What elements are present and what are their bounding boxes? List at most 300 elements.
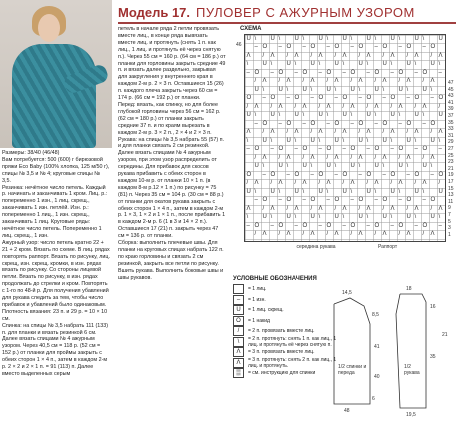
chart-stitch-symbol: \ [254,35,257,42]
chart-stitch-symbol: Λ [278,103,283,110]
chart-stitch-symbol: \ [342,214,345,220]
chart-stitch-symbol: \ [374,188,377,195]
chart-stitch-symbol: U [310,61,315,67]
chart-stitch-symbol: U [422,163,427,169]
chart-stitch-symbol: / [398,231,401,237]
chart-stitch-symbol: O [414,171,420,178]
chart-stitch-symbol: / [326,154,329,161]
row-number: 39 [448,106,454,113]
chart-stitch-symbol: – [390,222,394,229]
chart-stitch-symbol: \ [318,61,321,67]
chart-stitch-symbol: – [342,222,346,229]
chart-stitch-symbol: \ [270,61,273,67]
chart-stitch-symbol: / [310,52,313,59]
chart-stitch-symbol: – [382,95,386,101]
chart-stitch-symbol: Λ [294,205,299,212]
chart-stitch-symbol: Λ [358,231,363,237]
chart-stitch-symbol: U [318,112,323,118]
chart-stitch-symbol: – [246,146,250,152]
row-number: 35 [448,119,454,126]
chart-stitch-symbol: – [414,69,418,76]
chart-stitch-symbol: \ [262,163,265,169]
chart-stitch-symbol: Λ [398,103,403,110]
chart-stitch-symbol: Λ [326,103,331,110]
chart-stitch-symbol: \ [438,61,441,67]
chart-stitch-symbol: / [278,78,281,84]
chart-stitch-symbol: O [262,197,268,203]
chart-stitch-symbol: U [326,86,331,93]
chart-stitch-symbol: U [302,163,307,169]
chart-stitch-symbol: – [398,120,402,127]
row-number: 11 [448,198,454,205]
chart-stitch-symbol: Λ [318,205,323,212]
chart-stitch-symbol: U [310,137,315,144]
dim-label: 40 [374,374,380,380]
chart-stitch-symbol: U [254,86,259,93]
chart-stitch-symbol: O [398,146,404,152]
chart-stitch-symbol: \ [366,61,369,67]
chart-stitch-symbol: / [382,52,385,59]
chart-stitch-symbol: Λ [382,231,387,237]
chart-stitch-symbol: \ [414,137,417,144]
chart-stitch-symbol: \ [390,61,393,67]
chart-stitch-symbol: \ [406,86,409,93]
chart-stitch-symbol: U [294,35,299,42]
chart-stitch-symbol: Λ [430,154,435,161]
chart-stitch-symbol: / [374,231,377,237]
chart-stitch-symbol: / [358,52,361,59]
chart-stitch-symbol: O [246,171,252,178]
chart-stitch-symbol: / [406,129,409,135]
chart-stitch-symbol: / [310,205,313,212]
chart-stitch-symbol: Λ [302,103,307,110]
chart-stitch-symbol: Λ [350,103,355,110]
chart-stitch-symbol: O [398,222,404,229]
chart-stitch-symbol: U [350,86,355,93]
chart-stitch-symbol: – [406,171,410,178]
chart-stitch-symbol: O [246,95,252,101]
chart-stitch-symbol: O [254,222,260,229]
chart-stitch-symbol: \ [254,112,257,118]
chart-stitch-symbol: – [366,222,370,229]
chart-stitch-symbol: O [366,171,372,178]
chart-stitch-symbol: / [358,129,361,135]
chart-stitch-symbol: U [438,112,443,118]
chart-stitch-symbol: Λ [294,52,299,59]
chart-stitch-symbol: U [406,61,411,67]
chart-stitch-symbol: O [358,120,364,127]
chart-stitch-symbol: Λ [318,129,323,135]
row-number: 5 [448,218,451,225]
chart-stitch-symbol: / [294,180,297,186]
row-number: 45 [448,86,454,93]
chart-stitch-symbol: Λ [246,129,251,135]
chart-stitch-symbol: \ [342,61,345,67]
chart-stitch-symbol: O [286,197,292,203]
chart-stitch-symbol: / [390,103,393,110]
chart-stitch-symbol: O [278,146,284,152]
chart-stitch-symbol: U [286,137,291,144]
chart-stitch-symbol: – [294,146,298,152]
chart-stitch-symbol: / [430,52,433,59]
chart-stitch-symbol: – [318,146,322,152]
chart-stitch-symbol: – [302,44,306,50]
chart-stitch-symbol: Λ [286,78,291,84]
row-number: 21 [448,165,454,172]
chart-stitch-symbol: Λ [254,180,259,186]
chart-stitch-symbol: Λ [342,52,347,59]
chart-stitch-symbol: Λ [406,78,411,84]
chart-stitch-symbol: / [302,78,305,84]
chart-stitch-symbol: \ [270,137,273,144]
chart-stitch-symbol: U [382,214,387,220]
chart-stitch-symbol: – [374,120,378,127]
chart-stitch-symbol: O [334,120,340,127]
chart-stitch-symbol: O [382,44,388,50]
chart-stitch-symbol: U [422,86,427,93]
row-number: 33 [448,126,454,133]
paragraph: Плотность вязания: 23 п. и 29 р. = 10 × 10 см. [2,308,108,322]
chart-stitch-symbol: / [366,180,369,186]
chart-stitch-symbol: Λ [390,129,395,135]
chart-stitch-symbol: U [262,61,267,67]
chart-stitch-symbol: \ [390,137,393,144]
dim-label: 1/2 рукава [404,364,420,376]
chart-stitch-symbol: \ [302,188,305,195]
chart-stitch-symbol: / [334,52,337,59]
chart-stitch-symbol: / [414,180,417,186]
legend-symbol: Λ [233,347,244,357]
chart-stitch-symbol: – [294,69,298,76]
chart-stitch-symbol: Λ [382,78,387,84]
instructions-column-2 [118,26,226,282]
chart-stitch-symbol: O [390,171,396,178]
paragraph: петель в начале ряда 2 петли провязать вместе лиц., в конце ряда вывязать вместе лиц. и протянуть (снять 1 п. как лиц., 1 лиц. и протянуть её через снятую п.). Через 55 см = 160 р. (64 см = 186 р.) от планки для горловины закрыть средние 49 п. и вязать далее раздельно, закрывая для закругления у внутреннего края в каждом 2-м р. 2 × 3 п. Оставшиеся 15 (26) п. каждого плеча закрыть через 60 см = 174 р. (66 см = 192 р.) от планки. [118,26,226,102]
chart-stitch-symbol: Λ [334,231,339,237]
paragraph: Резинка: нечётное число петель. Каждый р. начинать и заканчивать 1 кром. Лиц. р.: попеременно 1 изн., 1 лиц. скрещ., заканчивать 1 изн. петлёй. Изн. р.: попеременно 1 лиц., 1 изн. скрещ., заканчивать 1 лиц. Круговые ряды: нечётное число петель. Попеременно 1 лиц. скрещ., 1 изн. [2,184,108,239]
chart-stitch-symbol: Λ [414,52,419,59]
chart-stitch-symbol: / [398,78,401,84]
legend-symbol: U [233,305,244,315]
chart-stitch-symbol: U [430,137,435,144]
chart-stitch-symbol: / [422,231,425,237]
chart-stitch-symbol: U [318,35,323,42]
legend [233,284,343,379]
chart-stitch-symbol: / [246,103,249,110]
chart-stitch-symbol: U [286,61,291,67]
legend-text: = 3 п. провязать вместе лиц. [248,349,315,356]
chart-stitch-symbol: Λ [270,129,275,135]
chart-stitch-symbol: O [374,69,380,76]
chart-stitch-symbol: O [390,95,396,101]
chart-stitch-symbol: O [334,197,340,203]
row-number: 19 [448,172,454,179]
chart-stitch-symbol: O [350,69,356,76]
chart-stitch-symbol: / [326,78,329,84]
chart-stitch-symbol: – [310,171,314,178]
chart-stitch-symbol: U [414,188,419,195]
chart-stitch-symbol: O [334,44,340,50]
chart-stitch-symbol: U [430,61,435,67]
chart-stitch-symbol: \ [350,112,353,118]
chart-stitch-symbol: Λ [326,180,331,186]
chart-stitch-symbol: – [422,197,426,203]
chart-stitch-symbol: Λ [294,129,299,135]
chart-stitch-symbol: Λ [430,78,435,84]
chart-stitch-symbol: – [358,95,362,101]
chart-stitch-symbol: Λ [422,180,427,186]
chart-stitch-symbol: O [422,69,428,76]
chart-stitch-symbol: U [334,214,339,220]
legend-text: = 1 накид [248,317,270,324]
row-number: 31 [448,132,454,139]
chart-stitch-symbol: \ [278,188,281,195]
chart-stitch-symbol: O [326,146,332,152]
chart-stitch-symbol: O [406,197,412,203]
legend-symbol [233,284,244,294]
chart-stitch-symbol: \ [422,188,425,195]
chart-stitch-symbol: O [318,95,324,101]
row-number: 43 [448,93,454,100]
chart-stitch-symbol: \ [310,86,313,93]
chart-stitch-symbol: Λ [342,205,347,212]
chart-stitch-symbol: \ [382,86,385,93]
chart-stitch-symbol: U [374,86,379,93]
chart-stitch-symbol: Λ [246,205,251,212]
row-number: 13 [448,192,454,199]
chart-stitch-symbol: / [262,52,265,59]
chart-stitch-symbol: Λ [270,205,275,212]
chart-stitch-symbol: U [382,61,387,67]
chart-stitch-symbol: O [302,146,308,152]
chart-stitch-symbol: U [398,163,403,169]
chart-stitch-symbol: U [406,137,411,144]
chart-stitch-symbol: \ [366,214,369,220]
chart-stitch-symbol: U [286,214,291,220]
chart-stitch-symbol: Λ [350,180,355,186]
chart-stitch-symbol: U [358,61,363,67]
dim-label: 18 [406,286,412,292]
chart-stitch-symbol: O [430,197,436,203]
chart-stitch-symbol: – [430,171,434,178]
chart-stitch-symbol: – [358,171,362,178]
chart-stitch-symbol: – [286,95,290,101]
chart-stitch-symbol: O [262,120,268,127]
chart-stitch-symbol: / [270,180,273,186]
chart-stitch-symbol: U [302,86,307,93]
legend-text: = 2 п. протянуть: снять 1 п. как лиц., 1 лиц. и протянуть её через снятую п. [248,335,337,348]
chart-stitch-symbol: / [374,78,377,84]
chart-stitch-symbol: – [366,69,370,76]
chart-stitch-symbol: O [254,69,260,76]
chart-stitch-symbol: / [430,129,433,135]
chart-stitch-symbol: O [318,171,324,178]
chart-stitch-symbol: Λ [414,205,419,212]
chart-stitch-symbol: Λ [422,103,427,110]
row-number: 7 [448,212,451,218]
chart-stitch-symbol: \ [302,112,305,118]
chart-stitch-symbol: – [366,146,370,152]
chart-stitch-symbol: U [326,163,331,169]
chart-stitch-symbol: / [286,129,289,135]
chart-stitch-symbol: O [350,222,356,229]
scheme-label: СХЕМА [240,26,262,32]
legend-title: УСЛОВНЫЕ ОБОЗНАЧЕНИЯ [233,276,317,282]
chart-stitch-symbol: Λ [262,231,267,237]
chart-stitch-symbol: / [406,205,409,212]
chart-stitch-symbol: Λ [262,154,267,161]
chart-stitch-symbol: O [310,120,316,127]
chart-stitch-symbol: Λ [334,78,339,84]
row-number: 9 [448,205,451,212]
legend-text: = 1 лиц. [248,286,267,293]
row-number: 23 [448,159,454,166]
chart-stitch-symbol: Λ [310,231,315,237]
chart-stitch-symbol: U [358,214,363,220]
chart-stitch-symbol: / [358,205,361,212]
chart-stitch-symbol: U [414,112,419,118]
row-number: 1 [448,231,451,238]
chart-stitch-symbol: / [366,103,369,110]
dim-label: 21 [442,332,448,338]
chart-stitch-symbol: U [334,137,339,144]
chart-stitch-symbol: O [398,69,404,76]
chart-stitch-symbol: O [422,222,428,229]
chart-stitch-symbol: Λ [366,129,371,135]
chart-stitch-symbol: – [254,197,258,203]
chart-stitch-symbol: O [270,171,276,178]
chart-stitch-symbol: – [398,197,402,203]
chart-stitch-symbol: \ [278,112,281,118]
chart-stitch-symbol: / [310,129,313,135]
chart-stitch-symbol: \ [358,86,361,93]
chart-stitch-symbol: / [350,154,353,161]
chart-stitch-symbol: O [414,95,420,101]
chart-stitch-symbol: U [246,188,251,195]
chart-stitch-symbol: U [390,112,395,118]
legend-item [233,368,343,379]
chart-stitch-symbol: / [350,231,353,237]
chart-stitch-symbol: \ [318,137,321,144]
chart-stitch-symbol: U [334,61,339,67]
chart-stitch-symbol: O [374,146,380,152]
chart-stitch-symbol: \ [374,112,377,118]
chart-stitch-symbol: O [326,222,332,229]
chart-stitch-symbol: O [302,222,308,229]
chart-stitch-symbol: O [326,69,332,76]
chart-stitch-symbol: – [398,44,402,50]
chart-stitch-symbol: \ [286,163,289,169]
chart-stitch-symbol: O [286,44,292,50]
chart-stitch-symbol: Λ [406,154,411,161]
chart-stitch-symbol: – [254,120,258,127]
chart-caption-repeat: Раппорт [378,244,398,250]
chart-stitch-symbol: \ [366,137,369,144]
chart-stitch-symbol: Λ [390,52,395,59]
chart-stitch-symbol: O [278,222,284,229]
chart-stitch-symbol: / [318,103,321,110]
chart-stitch-symbol: / [286,205,289,212]
chart-stitch-symbol: O [342,171,348,178]
chart-stitch-symbol: / [294,103,297,110]
chart-stitch-symbol: \ [318,214,321,220]
chart-stitch-symbol: Λ [390,205,395,212]
chart-stitch-symbol: / [254,154,257,161]
pattern-outline [330,284,458,424]
paragraph: Рукава: на спицы № 3,5 набрать 55 (57) п. и для планки связать 2 см резинкой. Далее вязать спицами № 4 ажурным узором, при этом узор распределить от середины. Для прибавок для скосов рукава прибавить с обеих сторон в каждом 10-м р. от планки 10 × 1 п. (в каждом 8-м р.12 × 1 п.) по рисунку = 75 (81) п. Через 35 см = 104 р. (30 см = 88 р.) от планки для окатов рукава закрыть с обеих сторон 1 × 4 п., затем в каждом 2-м р. 1 × 3, 1 × 2 и 1 × 1 п., после прибавить 1 в каждом 2-м р. 6 (1 в 3 и 14 × 2 п.). Оставшиеся 17 (21) п. закрыть через 47 см = 136 р. от планки. [118,136,226,240]
chart-stitch-symbol: \ [286,86,289,93]
legend-item [233,305,343,316]
chart-stitch-symbol: U [342,112,347,118]
row-number: 29 [448,139,454,146]
chart-stitch-symbol: \ [438,214,441,220]
photo-face [38,14,60,42]
chart-stitch-symbol: U [270,112,275,118]
chart-stitch-symbol: / [254,78,257,84]
chart-stitch-symbol: / [414,103,417,110]
chart-stitch-symbol: U [278,163,283,169]
chart-stitch-symbol: U [262,214,267,220]
chart-stitch-symbol: U [246,35,251,42]
scheme-top-number: 46 [236,42,242,48]
chart-stitch-symbol: \ [294,214,297,220]
chart-stitch-symbol: Λ [246,52,251,59]
chart-stitch-symbol: – [302,120,306,127]
chart-stitch-symbol: U [430,214,435,220]
chart-stitch-symbol: – [438,69,442,76]
chart-stitch-symbol: – [286,171,290,178]
chart-stitch-symbol: / [278,231,281,237]
chart-stitch-symbol: U [366,35,371,42]
instructions-column-1 [2,150,110,378]
chart-stitch-symbol: – [350,197,354,203]
paragraph: Размеры: 38/40 (46/48) [2,150,60,156]
row-number: 41 [448,99,454,106]
chart-stitch-symbol: – [422,120,426,127]
chart-stitch-symbol: U [374,163,379,169]
chart-stitch-symbol: – [390,146,394,152]
chart-stitch-symbol: O [430,120,436,127]
chart-stitch-symbol: O [278,69,284,76]
chart-stitch-symbol: U [390,35,395,42]
paragraph: Сборка: выполнить плечевые швы. Для планки на круговых спицах набрать 122 п. по краю горловины и связать 2 см резинкой, закрыть все петли по рисунку. Вшить рукава. Выполнить боковые швы и швы рукавов. [118,240,224,281]
chart-stitch-symbol: – [270,69,274,76]
chart-stitch-symbol: \ [422,35,425,42]
chart-stitch-symbol: / [302,231,305,237]
chart-stitch-symbol: / [262,129,265,135]
row-number: 25 [448,152,454,159]
legend-item [233,358,343,369]
legend-text: = см. инструкцию для спинки [248,370,316,377]
chart-stitch-symbol: / [342,180,345,186]
chart-stitch-symbol: Λ [278,180,283,186]
chart-stitch-symbol: \ [414,214,417,220]
dim-label: 41 [374,344,380,350]
chart-stitch-symbol: – [438,222,442,229]
chart-stitch-symbol: U [366,188,371,195]
chart-stitch-symbol: / [342,103,345,110]
chart-stitch-symbol: \ [326,35,329,42]
chart-stitch-symbol: \ [414,61,417,67]
chart-stitch-symbol: \ [334,86,337,93]
chart-caption-center: середина рукава [296,244,336,250]
legend-item [233,316,343,327]
chart-stitch-symbol: U [438,188,443,195]
chart-stitch-symbol: \ [334,163,337,169]
chart-stitch-symbol: U [358,137,363,144]
paragraph: Ажурный узор: число петель кратно 22 + 21 + 2 кром. Вязать по схеме. В лиц. рядах повторять раппорт. Вязать по рисунку, лиц. скрещ, изн. скрещ. кромки, в изн. рядах вязать по рисунку. Со стороны лицевой петли. Вязать по рисунку, в изн. рядах продолжать до стрелки и кром. Повторять с 1-го по 48-й р. Для получения убавлений для рукава следить за тем, чтобы число прибавок и убавлений было одинаковым. [2,239,110,308]
chart-stitch-symbol: Λ [414,129,419,135]
